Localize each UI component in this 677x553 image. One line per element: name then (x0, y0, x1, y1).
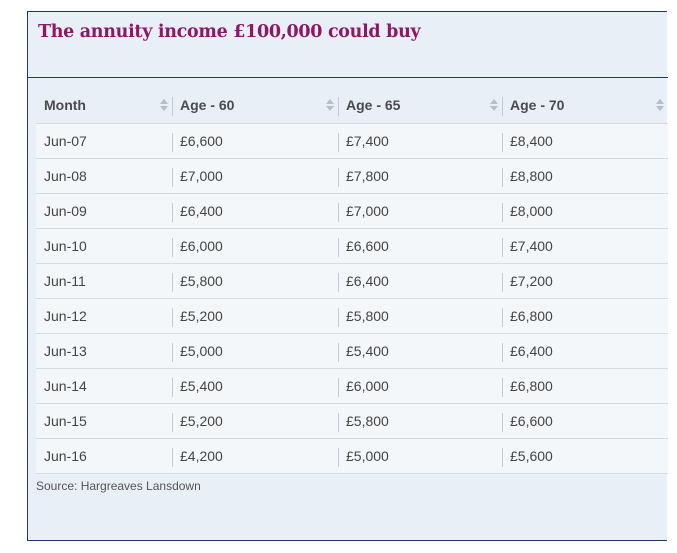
column-header-age-65[interactable] (338, 88, 502, 123)
cell-month: Jun-16 (36, 438, 172, 473)
cell-age-70 (502, 438, 668, 473)
column-divider (338, 343, 339, 362)
cell-value: £5,600 (510, 447, 553, 464)
table-row (36, 298, 668, 333)
cell-value: £5,200 (180, 412, 223, 429)
cell-value: £6,400 (510, 342, 553, 359)
annuity-table-widget (27, 11, 667, 541)
column-divider (172, 97, 173, 116)
cell-age-70 (502, 263, 668, 298)
column-header-label: Age - 60 (180, 97, 235, 114)
cell-value: £7,000 (346, 202, 389, 219)
cell-value: £5,200 (180, 307, 223, 324)
column-divider (172, 308, 173, 327)
data-table-container (36, 88, 668, 474)
column-divider (338, 448, 339, 467)
table-row (36, 193, 668, 228)
table-row (36, 403, 668, 438)
cell-month: Jun-12 (36, 298, 172, 333)
cell-value: £6,800 (510, 377, 553, 394)
cell-month: Jun-15 (36, 403, 172, 438)
table-row (36, 158, 668, 193)
column-header-label: Age - 70 (510, 97, 565, 114)
column-divider (338, 238, 339, 257)
cell-age-70 (502, 403, 668, 438)
column-divider (502, 413, 503, 432)
column-divider (338, 273, 339, 292)
widget-title: The annuity income £100,000 could buy (38, 22, 421, 42)
sort-icon[interactable] (326, 99, 334, 113)
cell-age-65 (338, 368, 502, 403)
cell-value: £7,800 (346, 167, 389, 184)
column-divider (502, 97, 503, 116)
column-divider (502, 378, 503, 397)
source-note: Source: Hargreaves Lansdown (36, 479, 201, 493)
cell-value: £8,400 (510, 132, 553, 149)
cell-age-60 (172, 123, 338, 158)
cell-value: £6,000 (346, 377, 389, 394)
column-divider (172, 448, 173, 467)
cell-value: £5,000 (346, 447, 389, 464)
cell-value: £8,000 (510, 202, 553, 219)
column-divider (172, 238, 173, 257)
column-header-month[interactable] (36, 88, 172, 123)
cell-value: £5,000 (180, 342, 223, 359)
table-row (36, 333, 668, 368)
cell-value: £7,200 (510, 272, 553, 289)
column-divider (502, 168, 503, 187)
column-divider (502, 238, 503, 257)
cell-value: £7,400 (346, 132, 389, 149)
table-row (36, 263, 668, 298)
column-header-age-60[interactable] (172, 88, 338, 123)
cell-value: £7,000 (180, 167, 223, 184)
cell-age-60 (172, 333, 338, 368)
cell-age-60 (172, 403, 338, 438)
cell-value: £5,800 (180, 272, 223, 289)
annuity-table (36, 88, 668, 474)
sort-icon[interactable] (490, 99, 498, 113)
column-divider (502, 273, 503, 292)
cell-value: £6,400 (180, 202, 223, 219)
column-divider (172, 378, 173, 397)
column-divider (502, 343, 503, 362)
column-divider (172, 168, 173, 187)
column-divider (502, 133, 503, 152)
column-divider (502, 308, 503, 327)
column-divider (338, 97, 339, 116)
cell-age-65 (338, 263, 502, 298)
column-divider (338, 378, 339, 397)
cell-age-60 (172, 263, 338, 298)
cell-value: £4,200 (180, 447, 223, 464)
cell-value: £5,400 (346, 342, 389, 359)
cell-age-65 (338, 193, 502, 228)
cell-age-65 (338, 298, 502, 333)
title-divider (28, 77, 668, 78)
cell-month: Jun-08 (36, 158, 172, 193)
cell-age-60 (172, 368, 338, 403)
cell-month: Jun-14 (36, 368, 172, 403)
column-divider (502, 448, 503, 467)
cell-value: £5,800 (346, 307, 389, 324)
column-divider (172, 133, 173, 152)
table-row (36, 368, 668, 403)
column-divider (172, 273, 173, 292)
sort-icon[interactable] (160, 99, 168, 113)
cell-age-65 (338, 123, 502, 158)
column-divider (338, 413, 339, 432)
cell-value: £6,600 (346, 237, 389, 254)
cell-age-70 (502, 228, 668, 263)
cell-month: Jun-09 (36, 193, 172, 228)
column-header-label: Month (44, 97, 86, 114)
cell-age-70 (502, 298, 668, 333)
cell-value: £5,800 (346, 412, 389, 429)
cell-age-70 (502, 333, 668, 368)
column-divider (502, 203, 503, 222)
column-header-age-70[interactable] (502, 88, 668, 123)
column-divider (172, 413, 173, 432)
column-divider (338, 203, 339, 222)
cell-age-65 (338, 403, 502, 438)
cell-value: £6,000 (180, 237, 223, 254)
cell-age-60 (172, 193, 338, 228)
cell-age-70 (502, 368, 668, 403)
cell-age-60 (172, 158, 338, 193)
cell-age-65 (338, 333, 502, 368)
column-divider (338, 168, 339, 187)
table-header-row (36, 88, 668, 123)
column-divider (172, 203, 173, 222)
cell-value: £6,400 (346, 272, 389, 289)
sort-icon[interactable] (656, 99, 664, 113)
column-divider (338, 308, 339, 327)
cell-age-60 (172, 438, 338, 473)
table-row (36, 123, 668, 158)
cell-month: Jun-13 (36, 333, 172, 368)
cell-age-70 (502, 193, 668, 228)
cell-value: £5,400 (180, 377, 223, 394)
cell-age-65 (338, 228, 502, 263)
cell-month: Jun-11 (36, 263, 172, 298)
cell-value: £6,800 (510, 307, 553, 324)
table-row (36, 228, 668, 263)
cell-age-65 (338, 158, 502, 193)
cell-value: £6,600 (510, 412, 553, 429)
cell-month: Jun-10 (36, 228, 172, 263)
cell-age-70 (502, 158, 668, 193)
column-header-label: Age - 65 (346, 97, 401, 114)
table-row (36, 438, 668, 473)
cell-value: £7,400 (510, 237, 553, 254)
cell-age-60 (172, 228, 338, 263)
column-divider (172, 343, 173, 362)
cell-month: Jun-07 (36, 123, 172, 158)
cell-age-60 (172, 298, 338, 333)
cell-age-65 (338, 438, 502, 473)
cell-value: £6,600 (180, 132, 223, 149)
column-divider (338, 133, 339, 152)
cell-value: £8,800 (510, 167, 553, 184)
cell-age-70 (502, 123, 668, 158)
